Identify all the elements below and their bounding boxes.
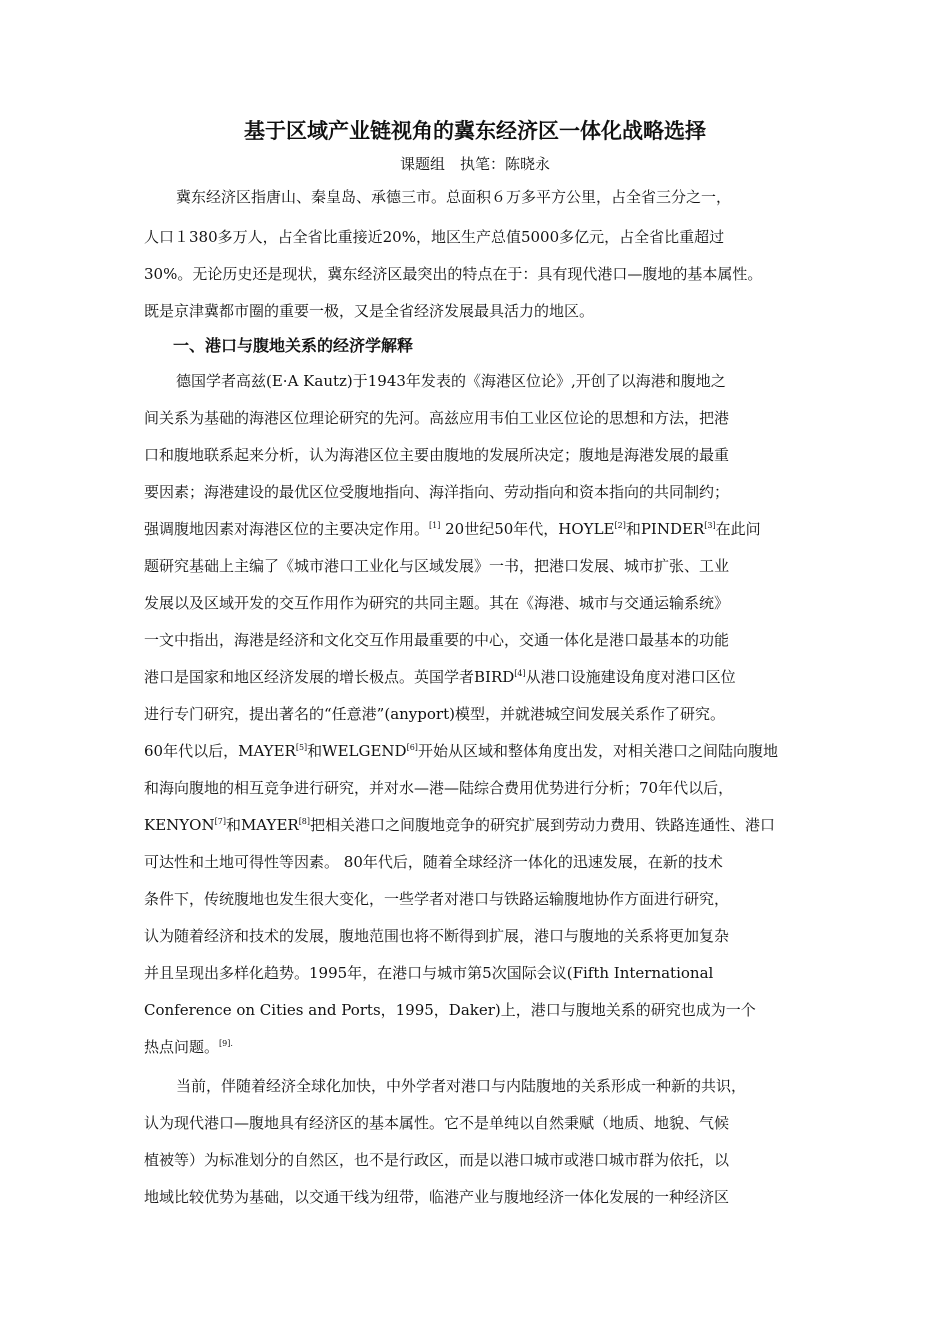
paragraph-line: 可达性和土地可得性等因素。 80年代后，随着全球经济一体化的迅速发展，在新的技术 (144, 853, 723, 871)
paragraph-line: 地域比较优势为基础，以交通干线为纽带，临港产业与腹地经济一体化发展的一种经济区 (144, 1188, 730, 1206)
paragraph-line (144, 518, 761, 539)
paragraph-line (144, 814, 775, 835)
citation-ref: [2] (614, 521, 626, 530)
paragraph-line: 条件下，传统腹地也发生很大变化，一些学者对港口与铁路运输腹地协作方面进行研究， (144, 890, 730, 908)
text-run: 60年代以后，MAYER (144, 742, 296, 760)
citation-ref: [5] (295, 743, 308, 752)
text-run: 和PINDER (625, 520, 705, 538)
paragraph-line: 冀东经济区指唐山、秦皇岛、承德三市。总面积６万多平方公里，占全省三分之一， (176, 188, 732, 206)
paragraph-line: 德国学者高兹(E·A Kautz)于1943年发表的《海港区位论》,开创了以海港和腹地之 (176, 372, 726, 390)
text-run: 开始从区域和整体角度出发，对相关港口之间陆向腹地 (417, 742, 778, 760)
text-run: 强调腹地因素对海港区位的主要决定作用。 (144, 520, 430, 538)
paragraph-line: 并且呈现出多样化趋势。1995年，在港口与城市第5次国际会议(Fifth International (144, 964, 714, 982)
paragraph-line: 认为现代港口—腹地具有经济区的基本属性。它不是单纯以自然秉赋（地质、地貌、气候 (144, 1114, 730, 1132)
text-run: 20世纪50年代，HOYLE (440, 520, 615, 538)
citation-ref: [9]. (219, 1039, 233, 1048)
citation-ref: [4] (514, 669, 526, 678)
document-title: 基于区域产业链视角的冀东经济区一体化战略选择 (244, 119, 706, 143)
paragraph-line: 人口１380多万人，占全省比重接近20%，地区生产总值5000多亿元，占全省比重超过 (144, 228, 725, 246)
text-run: KENYON (144, 816, 215, 834)
paragraph-line (144, 666, 736, 687)
citation-ref: [1] (429, 521, 441, 530)
text-run: 把相关港口之间腹地竞争的研究扩展到劳动力费用、铁路连通性、港口 (310, 816, 776, 834)
paragraph-line (144, 1036, 233, 1057)
paragraph-line: 植被等）为标准划分的自然区，也不是行政区，而是以港口城市或港口城市群为依托，以 (144, 1151, 730, 1169)
paragraph-line: 一文中指出，海港是经济和文化交互作用最重要的中心，交通一体化是港口最基本的功能 (144, 631, 730, 649)
paragraph-line: 30%。无论历史还是现状，冀东经济区最突出的特点在于：具有现代港口—腹地的基本属性。 (144, 265, 763, 283)
text-run: 和WELGEND (307, 742, 407, 760)
paragraph-line: 认为随着经济和技术的发展，腹地范围也将不断得到扩展，港口与腹地的关系将更加复杂 (144, 927, 730, 945)
text-run: 港口是国家和地区经济发展的增长极点。英国学者BIRD (144, 668, 515, 686)
text-run: 在此问 (715, 520, 761, 538)
citation-ref: [8] (298, 817, 311, 826)
paragraph-line: Conference on Cities and Ports，1995，Daker)上，港口与腹地关系的研究也成为一个 (144, 1001, 756, 1019)
paragraph-line: 既是京津冀都市圈的重要一极，又是全省经济发展最具活力的地区。 (144, 302, 595, 320)
text-run: 从港口设施建设角度对港口区位 (525, 668, 736, 686)
paragraph-line: 口和腹地联系起来分析，认为海港区位主要由腹地的发展所决定；腹地是海港发展的最重 (144, 446, 730, 464)
citation-ref: [7] (214, 817, 226, 826)
citation-ref: [6] (406, 743, 418, 752)
paragraph-line: 和海向腹地的相互竞争进行研究，并对水—港—陆综合费用优势进行分析；70年代以后， (144, 779, 734, 797)
author-byline: 课题组 执笔：陈晓永 (399, 155, 550, 173)
text-run: 热点问题。 (144, 1038, 220, 1056)
citation-ref: [3] (704, 521, 716, 530)
section-heading: 一、港口与腹地关系的经济学解释 (173, 336, 414, 355)
paragraph-line: 进行专门研究，提出著名的“任意港”(anyport)模型，并就港城空间发展关系作了研究。 (144, 705, 725, 723)
text-run: 和MAYER (225, 816, 299, 834)
paragraph-line (144, 740, 778, 761)
paragraph-line: 发展以及区域开发的交互作用作为研究的共同主题。其在《海港、城市与交通运输系统》 (144, 594, 730, 612)
paragraph-line: 要因素；海港建设的最优区位受腹地指向、海洋指向、劳动指向和资本指向的共同制约； (144, 483, 730, 501)
paragraph-line: 当前，伴随着经济全球化加快，中外学者对港口与内陆腹地的关系形成一种新的共识， (176, 1077, 747, 1095)
paragraph-line: 题研究基础上主编了《城市港口工业化与区域发展》一书，把港口发展、城市扩张、工业 (144, 557, 730, 575)
paragraph-line: 间关系为基础的海港区位理论研究的先河。高兹应用韦伯工业区位论的思想和方法，把港 (144, 409, 730, 427)
